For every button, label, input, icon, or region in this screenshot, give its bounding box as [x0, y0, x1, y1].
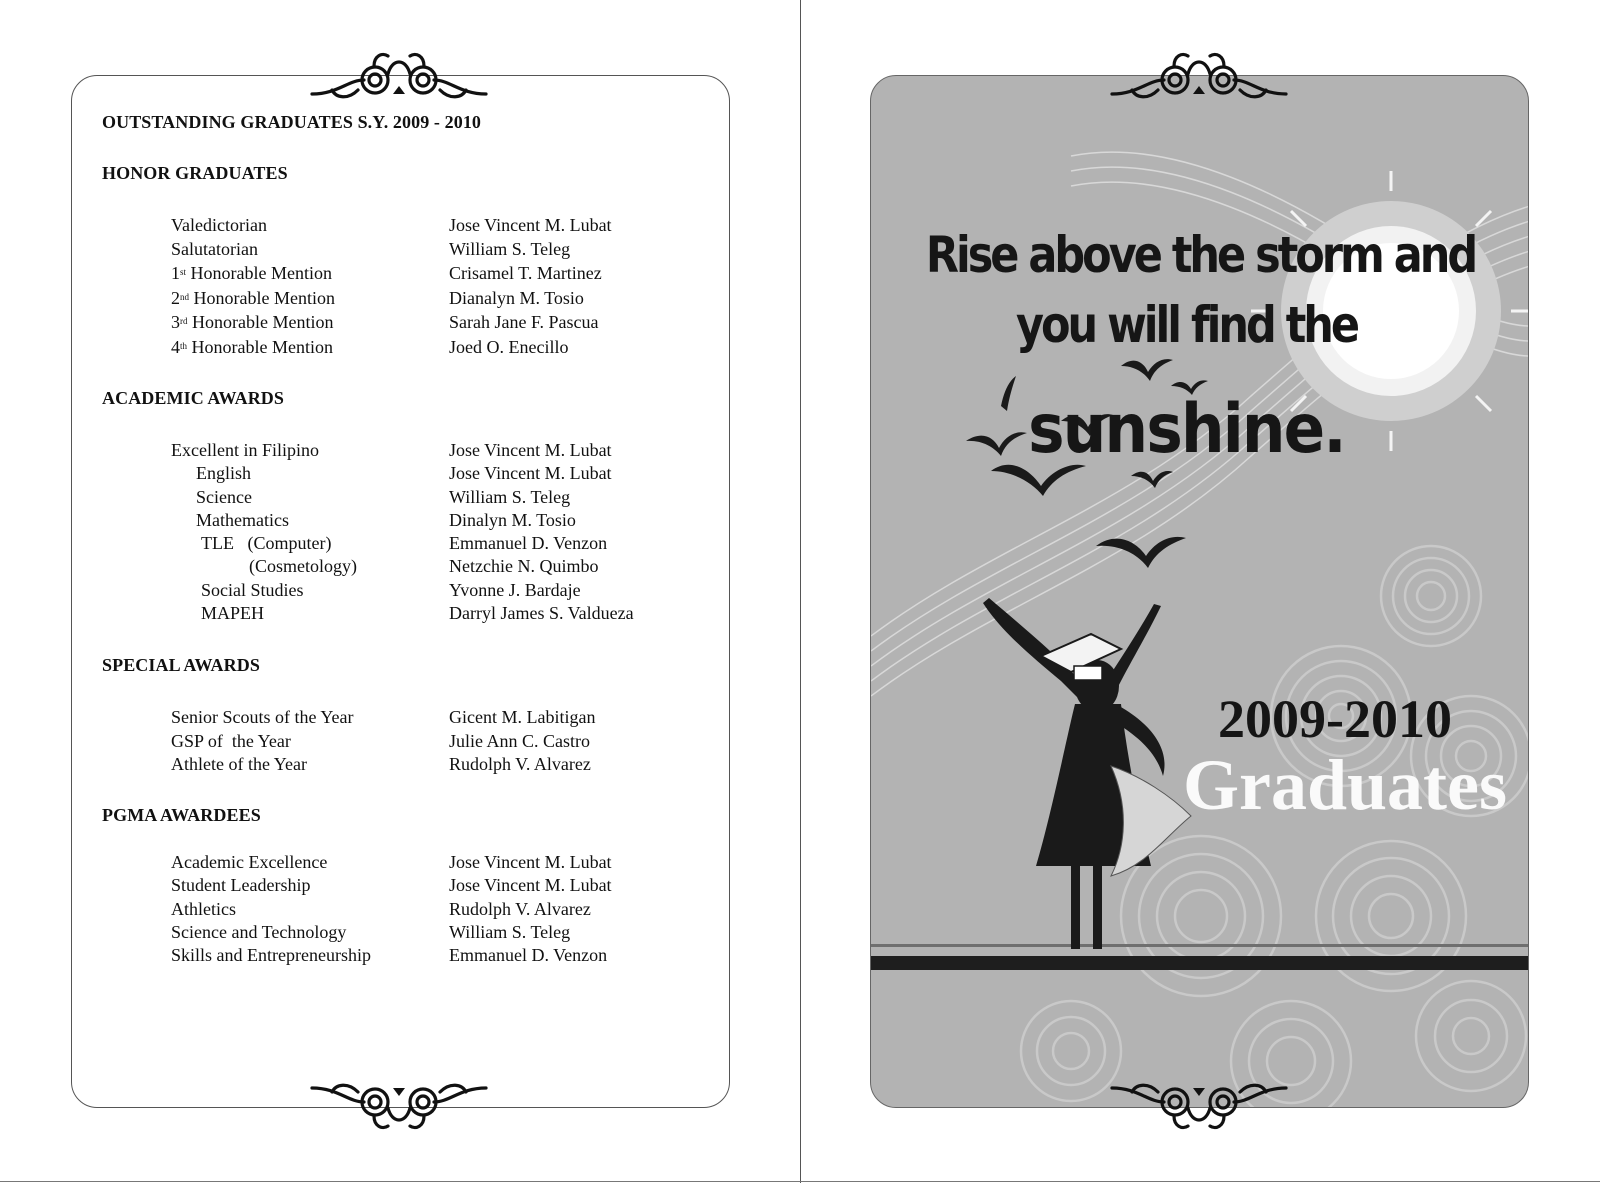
awardee-name: William S. Teleg	[449, 922, 571, 942]
awardee-name: Emmanuel D. Venzon	[449, 533, 608, 553]
award-label: Mathematics	[196, 510, 289, 530]
award-label: English	[196, 463, 252, 483]
award-label: 1st Honorable Mention	[171, 263, 332, 283]
cover-graduates-title: Graduates	[1183, 745, 1507, 825]
cover-panel	[870, 75, 1529, 1108]
awardee-name: William S. Teleg	[449, 239, 571, 259]
section-heading-special-awards: SPECIAL AWARDS	[102, 655, 260, 675]
award-label: 2nd Honorable Mention	[171, 288, 335, 308]
award-label: Excellent in Filipino	[171, 440, 319, 460]
award-label: Senior Scouts of the Year	[171, 707, 354, 727]
award-label: MAPEH	[201, 603, 265, 623]
award-label: Student Leadership	[171, 875, 311, 895]
award-label: Social Studies	[201, 580, 304, 600]
award-label: Athletics	[171, 899, 236, 919]
awardee-name: Julie Ann C. Castro	[449, 731, 591, 751]
flourish-ornament-icon	[1108, 1078, 1290, 1132]
award-label: Academic Excellence	[171, 852, 328, 872]
cover-quote-line-1: Rise above the storm and	[925, 226, 1476, 284]
page-fold-line	[800, 0, 801, 1183]
awardee-name: Netzchie N. Quimbo	[449, 556, 599, 576]
awardee-name: William S. Teleg	[449, 487, 571, 507]
award-label: Salutatorian	[171, 239, 258, 259]
awardee-name: Gicent M. Labitigan	[449, 707, 596, 727]
award-label: 3rd Honorable Mention	[171, 312, 334, 332]
awardee-name: Jose Vincent M. Lubat	[449, 440, 612, 460]
award-label: Skills and Entrepreneurship	[171, 945, 371, 965]
cover-year: 2009-2010	[1218, 689, 1452, 749]
awardee-name: Jose Vincent M. Lubat	[449, 463, 612, 483]
page-title: OUTSTANDING GRADUATES S.Y. 2009 - 2010	[102, 112, 482, 132]
cover-quote-line-3: sunshine.	[1028, 390, 1345, 469]
award-label: Valedictorian	[171, 215, 267, 235]
award-label: (Cosmetology)	[249, 556, 357, 576]
awardee-name: Dinalyn M. Tosio	[449, 510, 576, 530]
flourish-ornament-icon	[308, 1078, 490, 1132]
flourish-ornament-icon	[1108, 50, 1290, 104]
section-heading-honor-graduates: HONOR GRADUATES	[102, 163, 288, 183]
awardee-name: Darryl James S. Valdueza	[449, 603, 634, 623]
awardee-name: Jose Vincent M. Lubat	[449, 215, 612, 235]
section-heading-pgma-awardees: PGMA AWARDEES	[102, 805, 261, 825]
awardee-name: Jose Vincent M. Lubat	[449, 852, 612, 872]
awardee-name: Sarah Jane F. Pascua	[449, 312, 599, 332]
awardee-name: Rudolph V. Alvarez	[449, 754, 591, 774]
award-label: Science and Technology	[171, 922, 347, 942]
awardee-name: Yvonne J. Bardaje	[449, 580, 581, 600]
awardee-name: Dianalyn M. Tosio	[449, 288, 584, 308]
flourish-ornament-icon	[308, 50, 490, 104]
awardee-name: Joed O. Enecillo	[449, 337, 569, 357]
award-label: GSP of the Year	[171, 731, 291, 751]
cover-quote-line-2: you will find the	[1015, 296, 1358, 354]
award-label: Athlete of the Year	[171, 754, 307, 774]
awardee-name: Crisamel T. Martinez	[449, 263, 602, 283]
awardee-name: Jose Vincent M. Lubat	[449, 875, 612, 895]
award-label: Science	[196, 487, 252, 507]
page-bottom-edge	[0, 1181, 1600, 1182]
awardee-name: Rudolph V. Alvarez	[449, 899, 591, 919]
award-label: 4th Honorable Mention	[171, 337, 333, 357]
left-page-frame	[71, 75, 730, 1108]
section-heading-academic-awards: ACADEMIC AWARDS	[102, 388, 285, 408]
awardee-name: Emmanuel D. Venzon	[449, 945, 608, 965]
award-label: TLE (Computer)	[201, 533, 332, 553]
